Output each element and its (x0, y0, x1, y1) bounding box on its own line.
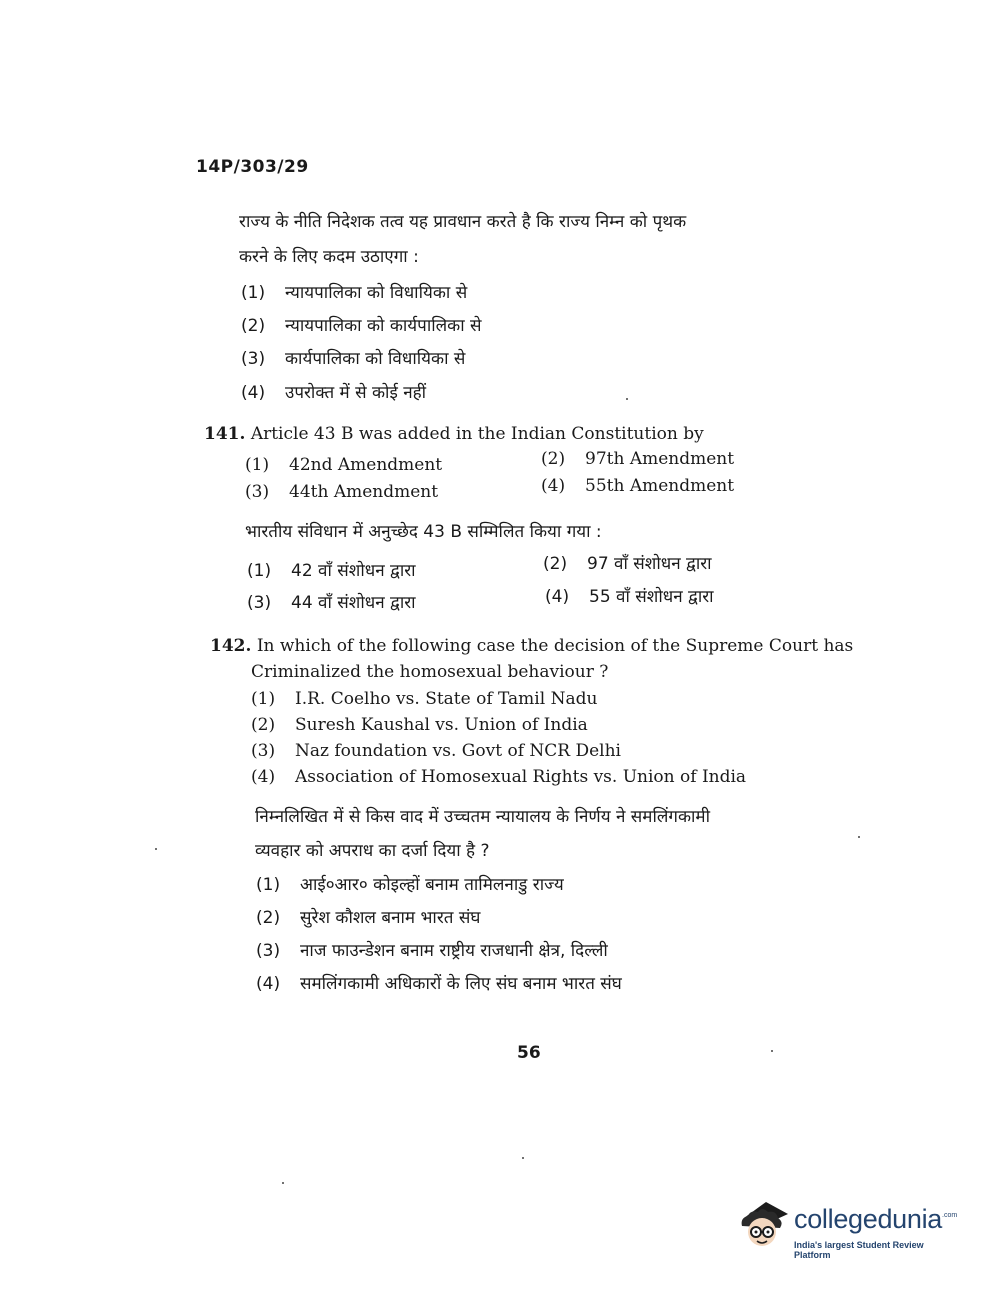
option-number: (3) (251, 741, 276, 761)
scan-speck (522, 1157, 524, 1159)
q142-option-4 (251, 767, 746, 787)
option-text: आई०आर० कोइल्हों बनाम तामिलनाडु राज्य (300, 875, 564, 895)
scan-speck (155, 848, 157, 850)
scan-speck (626, 398, 628, 400)
q142-hindi-stem-line2: व्यवहार को अपराध का दर्जा दिया है ? (255, 841, 490, 861)
q141-option-1 (245, 455, 442, 475)
q142-option-3 (251, 741, 621, 761)
q141-option-4 (541, 476, 734, 496)
q142-stem-line2: Criminalized the homosexual behaviour ? (251, 662, 609, 682)
prev-option-2 (241, 313, 482, 336)
option-text: 97 वाँ संशोधन द्वारा (587, 554, 712, 574)
prev-option-3 (241, 346, 465, 369)
option-text: 55th Amendment (585, 476, 735, 496)
option-number: (2) (251, 715, 276, 735)
brand-tagline: India's largest Student Review Platform (794, 1240, 924, 1260)
q141-hindi-option-2 (543, 551, 712, 574)
option-number: (1) (245, 455, 270, 475)
mascot-icon (736, 1196, 792, 1256)
option-text: न्यायपालिका को कार्यपालिका से (285, 316, 482, 336)
option-number: (3) (245, 482, 270, 502)
scan-speck (858, 836, 860, 838)
option-text: समलिंगकामी अधिकारों के लिए संघ बनाम भारत संघ (300, 974, 622, 994)
option-number: (2) (241, 316, 266, 336)
option-text: Association of Homosexual Rights vs. Union of India (295, 767, 747, 787)
option-text: Naz foundation vs. Govt of NCR Delhi (295, 741, 621, 761)
prev-option-4 (241, 380, 426, 403)
brand-domain: .com (942, 1212, 958, 1219)
option-number: (4) (251, 767, 276, 787)
option-number: (4) (256, 974, 281, 994)
prev-stem-line2: करने के लिए कदम उठाएगा : (239, 247, 419, 267)
q141-option-2 (541, 449, 734, 469)
scan-speck (771, 1050, 773, 1052)
option-number: (1) (247, 561, 272, 581)
collegedunia-watermark (736, 1196, 960, 1260)
q141-option-3 (245, 482, 438, 502)
paper-code: 14P/303/29 (196, 157, 309, 177)
option-number: (4) (241, 383, 266, 403)
option-text: 44 वाँ संशोधन द्वारा (291, 593, 416, 613)
option-text: कार्यपालिका को विधायिका से (285, 349, 466, 369)
option-number: (1) (241, 283, 266, 303)
q141-hindi-stem: भारतीय संविधान में अनुच्छेद 43 B सम्मिलित किया गया : (245, 522, 602, 542)
page-number: 56 (517, 1043, 541, 1063)
q142-hindi-option-2 (256, 905, 480, 928)
option-text: नाज फाउन्डेशन बनाम राष्ट्रीय राजधानी क्षेत्र, दिल्ली (300, 941, 608, 961)
question-number: 141. (204, 424, 246, 444)
prev-option-1 (241, 280, 467, 303)
q141-hindi-option-3 (247, 590, 416, 613)
option-number: (3) (247, 593, 272, 613)
option-text: I.R. Coelho vs. State of Tamil Nadu (295, 689, 598, 709)
option-text: Suresh Kaushal vs. Union of India (295, 715, 588, 735)
brand-name: collegedunia (794, 1204, 943, 1234)
option-number: (4) (545, 587, 570, 607)
q142-hindi-option-3 (256, 938, 608, 961)
option-text: 97th Amendment (585, 449, 735, 469)
option-number: (3) (256, 941, 281, 961)
option-text: 55 वाँ संशोधन द्वारा (589, 587, 714, 607)
option-number: (4) (541, 476, 566, 496)
option-number: (1) (251, 689, 276, 709)
q141-stem (204, 424, 704, 444)
q141-hindi-option-4 (545, 584, 714, 607)
option-text: न्यायपालिका को विधायिका से (285, 283, 468, 303)
q142-hindi-option-4 (256, 971, 622, 994)
q142-option-1 (251, 689, 597, 709)
q142-stem-line1 (210, 636, 853, 656)
q141-hindi-option-1 (247, 558, 416, 581)
q142-hindi-option-1 (256, 872, 564, 895)
question-text: Article 43 B was added in the Indian Constitution by (250, 424, 704, 444)
scan-speck (282, 1182, 284, 1184)
q142-hindi-stem-line1: निम्नलिखित में से किस वाद में उच्चतम न्यायालय के निर्णय ने समलिंगकामी (255, 807, 710, 827)
option-number: (2) (256, 908, 281, 928)
option-text: 42 वाँ संशोधन द्वारा (291, 561, 416, 581)
option-text: 44th Amendment (289, 482, 439, 502)
option-text: 42nd Amendment (289, 455, 443, 475)
option-text: सुरेश कौशल बनाम भारत संघ (300, 908, 481, 928)
question-number: 142. (210, 636, 252, 656)
option-number: (3) (241, 349, 266, 369)
question-text: In which of the following case the decision of the Supreme Court has (256, 636, 854, 656)
option-number: (1) (256, 875, 281, 895)
option-text: उपरोक्त में से कोई नहीं (285, 383, 427, 403)
prev-stem-line1: राज्य के नीति निदेशक तत्व यह प्रावधान करते है कि राज्य निम्न को पृथक (239, 212, 687, 232)
option-number: (2) (541, 449, 566, 469)
option-number: (2) (543, 554, 568, 574)
q142-option-2 (251, 715, 588, 735)
